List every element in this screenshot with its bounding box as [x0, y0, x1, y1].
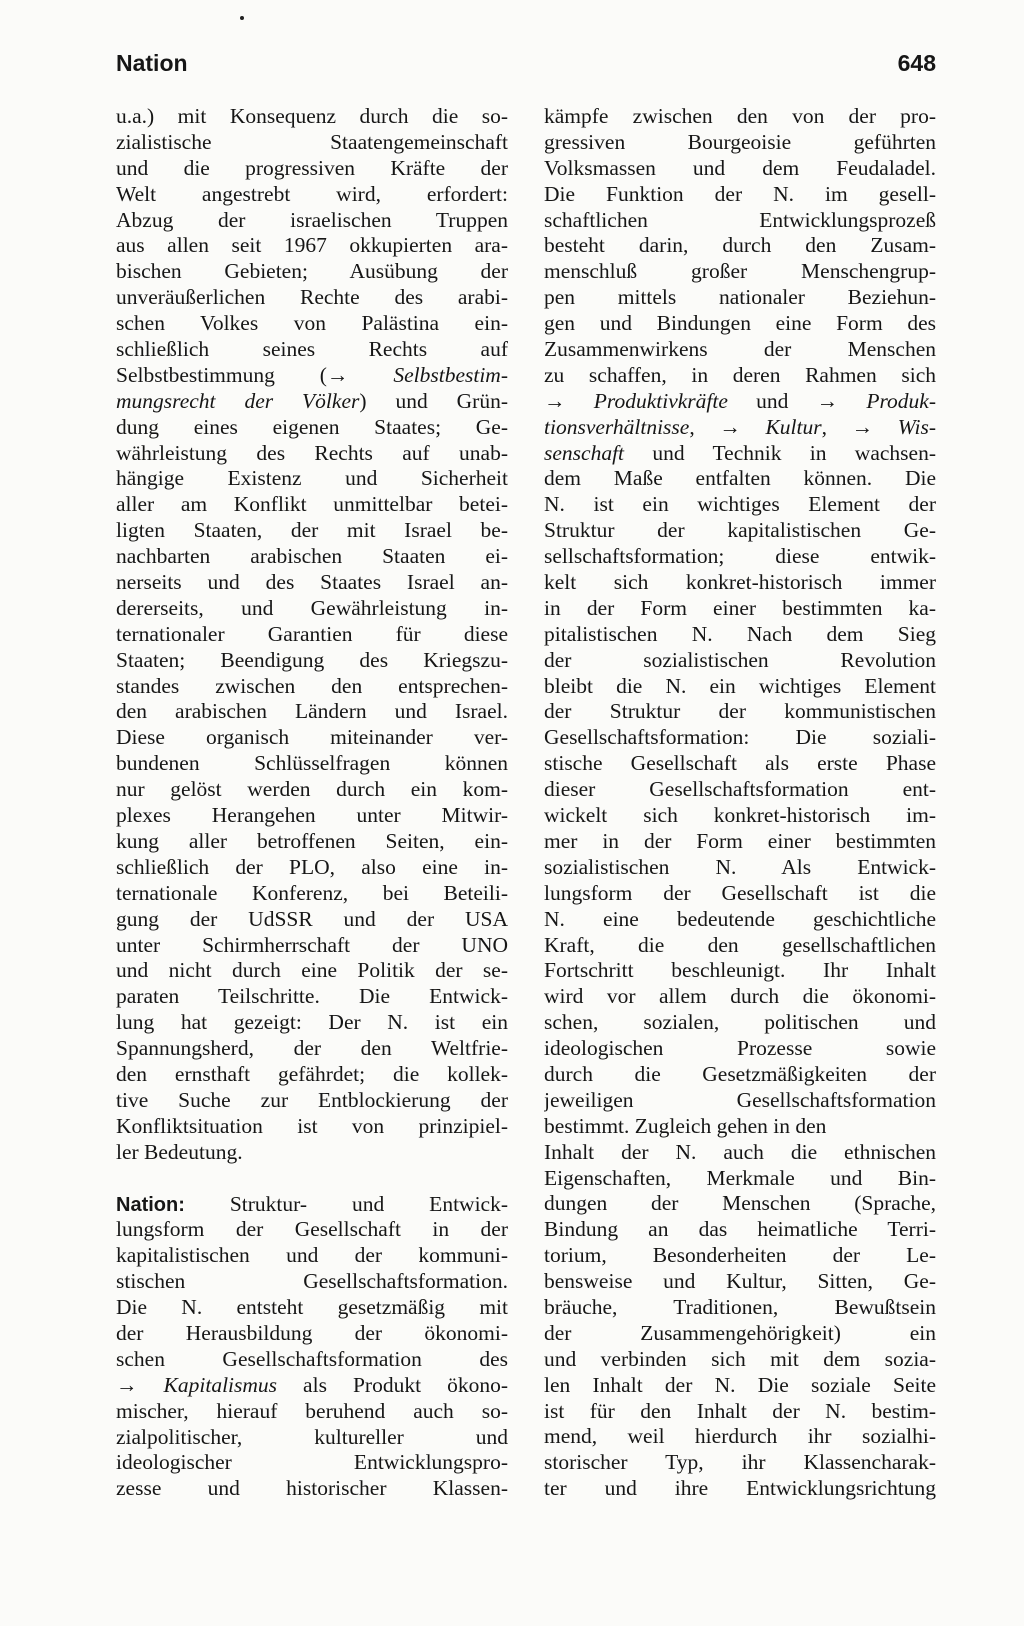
text-line — [116, 1373, 508, 1399]
text-line — [116, 1476, 508, 1502]
text-line — [116, 492, 508, 518]
text-line — [116, 389, 508, 415]
text-segment: besteht darin, durch den Zusam- — [544, 233, 936, 258]
text-line — [544, 1450, 936, 1476]
text-segment: schließlich seines Rechts auf — [116, 337, 508, 362]
text-line — [544, 415, 936, 441]
text-segment: u.a.) mit Konsequenz durch die so- — [116, 104, 508, 128]
text-line — [116, 803, 508, 829]
text-line — [544, 648, 936, 674]
text-line — [544, 156, 936, 182]
text-line — [544, 751, 936, 777]
text-segment: gen und Bindungen eine Form des — [544, 311, 936, 336]
text-line — [116, 1140, 508, 1166]
text-line — [544, 1373, 936, 1399]
text-segment: Struktur- und Entwick- — [184, 1191, 508, 1216]
text-line — [544, 1140, 936, 1166]
text-line — [544, 1321, 936, 1347]
text-line — [544, 1191, 936, 1217]
text-line — [544, 725, 936, 751]
text-line — [544, 285, 936, 311]
text-segment: Diese organisch miteinander ver- — [116, 725, 508, 750]
text-segment: kämpfe zwischen den von der pro- — [544, 104, 936, 128]
text-segment: der Struktur der kommunistischen — [544, 699, 936, 724]
text-segment: mend, weil hierdurch ihr sozialhi- — [544, 1424, 936, 1449]
text-segment: der Herausbildung der ökonomi- — [116, 1320, 508, 1345]
cross-reference-term: tionsverhältnisse — [544, 414, 690, 439]
text-segment: kelt sich konkret-historisch immer — [544, 570, 936, 595]
text-segment: aller am Konflikt unmittelbar beteі- — [116, 492, 508, 517]
text-segment: dieser Gesellschaftsformation ent- — [544, 777, 936, 802]
text-line — [544, 104, 936, 130]
paragraph-gap — [116, 1166, 508, 1192]
text-segment: unter Schirmherrschaft der UNO — [116, 932, 508, 957]
text-line — [116, 674, 508, 700]
text-line — [544, 907, 936, 933]
text-segment: zialistische Staatengemeinschaft — [116, 129, 508, 154]
text-line — [544, 233, 936, 259]
text-segment: schen Volkes von Palästina ein- — [116, 311, 508, 336]
text-segment: Inhalt der N. auch die ethnischen — [544, 1139, 936, 1164]
cross-reference-term: Wis- — [897, 414, 936, 439]
text-segment: schließlich der PLO, also eine in- — [116, 854, 508, 879]
text-segment: schen, sozialen, politischen und — [544, 1010, 936, 1035]
text-segment: und verbinden sich mit dem sozia- — [544, 1346, 936, 1371]
text-segment: N. eine bedeutende geschichtliche — [544, 906, 936, 931]
text-segment: hängige Existenz und Sicherheit — [116, 466, 508, 491]
text-segment: stischen Gesellschaftsformation. — [116, 1269, 508, 1294]
text-line — [544, 699, 936, 725]
text-segment: und die progressiven Kräfte der — [116, 155, 508, 180]
text-line — [544, 544, 936, 570]
text-line — [116, 466, 508, 492]
text-segment: unveräußerlichen Rechte des arabi- — [116, 285, 508, 310]
text-segment: nachbarten arabischen Staaten ei- — [116, 544, 508, 569]
text-line — [544, 1010, 936, 1036]
text-line — [116, 984, 508, 1010]
text-segment: schaftlichen Entwicklungsprozeß — [544, 207, 936, 232]
text-line — [544, 881, 936, 907]
text-segment: zu schaffen, in deren Rahmen sich — [544, 362, 936, 387]
text-segment: kung aller betroffenen Seiten, ein- — [116, 828, 508, 853]
text-segment: Die N. entsteht gesetzmäßig mit — [116, 1295, 508, 1320]
entry-headword: Nation: — [116, 1193, 185, 1216]
text-line — [116, 1217, 508, 1243]
text-segment: den ernsthaft gefährdet; die kollek- — [116, 1061, 508, 1086]
text-line — [544, 622, 936, 648]
text-segment: bleibt die N. ein wichtiges Element — [544, 673, 936, 698]
text-segment: standes zwischen den entsprechen- — [116, 673, 508, 698]
text-line — [116, 1347, 508, 1373]
text-line — [116, 156, 508, 182]
text-line — [544, 1399, 936, 1425]
text-line — [116, 881, 508, 907]
text-segment: Staaten; Beendigung des Kriegszu- — [116, 647, 508, 672]
text-line — [116, 1321, 508, 1347]
text-line — [116, 699, 508, 725]
cross-reference-term: senschaft — [544, 440, 625, 465]
text-segment: lungsform der Gesellschaft ist die — [544, 880, 936, 905]
text-line — [116, 130, 508, 156]
text-line — [116, 1062, 508, 1088]
right-text-column — [544, 104, 936, 1502]
text-segment: → — [544, 388, 594, 413]
text-line — [544, 311, 936, 337]
text-line — [544, 337, 936, 363]
text-segment: nur gelöst werden durch ein kom- — [116, 777, 508, 802]
text-line — [544, 803, 936, 829]
text-segment: Spannungsherd, der den Weltfrie- — [116, 1036, 508, 1061]
text-segment: den arabischen Ländern und Israel. — [116, 699, 508, 724]
text-segment: in der Form einer bestimmten ka- — [544, 595, 936, 620]
text-line — [544, 984, 936, 1010]
text-line — [544, 363, 936, 389]
cross-reference-term: Produktivkräfte — [593, 388, 728, 413]
text-line — [544, 130, 936, 156]
text-line — [116, 1243, 508, 1269]
text-line — [544, 777, 936, 803]
text-line — [116, 1269, 508, 1295]
text-line — [116, 363, 508, 389]
running-header — [116, 50, 936, 84]
text-line — [544, 1088, 936, 1114]
cross-reference-term: Produk- — [866, 388, 936, 413]
text-line — [116, 208, 508, 234]
text-line — [544, 208, 936, 234]
text-segment: plexes Herangehen unter Mitwir- — [116, 803, 508, 828]
text-segment: dungen der Menschen (Sprache, — [544, 1191, 936, 1216]
text-segment: bischen Gebieten; Ausübung der — [116, 259, 508, 284]
text-line — [544, 1424, 936, 1450]
text-segment: bräuche, Traditionen, Bewußtsein — [544, 1294, 936, 1319]
text-segment: lung hat gezeigt: Der N. ist ein — [116, 1010, 508, 1035]
text-line — [116, 1036, 508, 1062]
text-segment: len Inhalt der N. Die soziale Seite — [544, 1372, 936, 1397]
text-line — [116, 751, 508, 777]
text-line — [544, 1166, 936, 1192]
text-line — [116, 259, 508, 285]
text-segment: → — [116, 1372, 164, 1397]
text-segment: durch die Gesetzmäßigkeiten der — [544, 1061, 936, 1086]
text-segment: zesse und historischer Klassen- — [116, 1476, 508, 1501]
text-line — [116, 907, 508, 933]
text-segment: Fortschritt beschleunigt. Ihr Inhalt — [544, 958, 936, 983]
text-line — [116, 1425, 508, 1451]
text-segment: und nicht durch eine Politik der se- — [116, 958, 508, 983]
text-segment: Welt angestrebt wird, erfordert: — [116, 181, 508, 206]
text-line — [116, 104, 508, 130]
text-segment: nerseits und des Staates Israel an- — [116, 570, 508, 595]
page-header-title: Nation — [116, 50, 188, 76]
text-line — [544, 441, 936, 467]
text-line — [544, 259, 936, 285]
text-segment: lungsform der Gesellschaft in der — [116, 1217, 508, 1242]
text-line — [116, 1399, 508, 1425]
text-line — [116, 441, 508, 467]
text-line — [544, 182, 936, 208]
text-segment: sozialistischen N. Als Entwick- — [544, 854, 936, 879]
text-line — [544, 492, 936, 518]
text-segment: gung der UdSSR und der USA — [116, 906, 508, 931]
text-line — [116, 337, 508, 363]
text-segment: ter und ihre Entwicklungsrichtung — [544, 1476, 936, 1501]
text-segment: dung eines eigenen Staates; Ge- — [116, 414, 508, 439]
text-line — [116, 622, 508, 648]
text-segment: schen Gesellschaftsformation des — [116, 1346, 508, 1371]
text-segment: aus allen seit 1967 okkupierten ara- — [116, 233, 508, 258]
text-line — [544, 958, 936, 984]
text-line — [116, 1088, 508, 1114]
text-segment: pen mittels nationaler Beziehun- — [544, 285, 936, 310]
text-segment: wird vor allem durch die ökonomi- — [544, 984, 936, 1009]
text-segment: menschluß großer Menschengrup- — [544, 259, 936, 284]
text-line — [116, 829, 508, 855]
text-segment: sellschaftsformation; diese entwik- — [544, 544, 936, 569]
text-segment: tive Suche zur Entblockierung der — [116, 1087, 508, 1112]
text-segment: währleistung des Rechts auf unab- — [116, 440, 508, 465]
text-segment: gressiven Bourgeoisie geführten — [544, 129, 936, 154]
text-segment: Kraft, die den gesellschaftlichen — [544, 932, 936, 957]
text-line — [116, 570, 508, 596]
text-segment: Abzug der israelischen Truppen — [116, 207, 508, 232]
text-segment: Die Funktion der N. im gesell- — [544, 181, 936, 206]
text-segment: zialpolitischer, kultureller und — [116, 1424, 508, 1449]
text-line — [544, 1347, 936, 1373]
text-line — [116, 415, 508, 441]
text-segment: dererseits, und Gewährleistung in- — [116, 595, 508, 620]
text-line — [116, 518, 508, 544]
text-segment: bensweise und Kultur, Sitten, Ge- — [544, 1269, 936, 1294]
text-segment: ist für den Inhalt der N. bestim- — [544, 1398, 936, 1423]
text-line — [544, 1036, 936, 1062]
cross-reference-term: Kapitalismus — [163, 1372, 278, 1397]
text-line — [544, 1476, 936, 1502]
text-segment: N. ist ein wichtiges Element der — [544, 492, 936, 517]
text-segment: Bindung an das heimatliche Terri- — [544, 1217, 936, 1242]
text-segment: torium, Besonderheiten der Le- — [544, 1243, 936, 1268]
text-line — [544, 1114, 936, 1140]
text-segment: Struktur der kapitalistischen Ge- — [544, 518, 936, 543]
text-line — [116, 544, 508, 570]
text-line — [116, 1295, 508, 1321]
cross-reference-term: mungsrecht der Völker — [116, 388, 360, 413]
text-segment: , → — [821, 414, 898, 439]
text-line — [116, 855, 508, 881]
text-segment: und Technik in wachsen- — [624, 440, 936, 465]
text-segment: bestimmt. Zugleich gehen in den — [544, 1113, 827, 1138]
text-line — [544, 933, 936, 959]
text-segment: ideologischer Entwicklungspro- — [116, 1450, 508, 1475]
text-line — [544, 674, 936, 700]
print-speck — [240, 16, 244, 20]
text-segment: wickelt sich konkret-historisch im- — [544, 803, 936, 828]
text-line — [116, 1114, 508, 1140]
text-segment: kapitalistischen und der kommuni- — [116, 1243, 508, 1268]
text-segment: jeweiligen Gesellschaftsformation — [544, 1087, 936, 1112]
text-segment: ideologischen Prozesse sowie — [544, 1036, 936, 1061]
text-segment: ternationale Konferenz, bei Beteili- — [116, 880, 508, 905]
text-segment: mischer, hierauf beruhend auch so- — [116, 1398, 508, 1423]
text-line — [544, 1295, 936, 1321]
page-number: 648 — [897, 50, 936, 76]
text-segment: als Produkt ökono- — [277, 1372, 508, 1397]
cross-reference-term: Kultur — [765, 414, 822, 439]
text-segment: Selbstbestimmung (→ — [116, 362, 394, 387]
text-line — [116, 596, 508, 622]
text-segment: der Zusammengehörigkeit) ein — [544, 1320, 936, 1345]
text-segment: ligten Staaten, der mit Israel be- — [116, 518, 508, 543]
text-segment: ) und Grün- — [359, 388, 508, 413]
text-segment: und → — [727, 388, 867, 413]
text-line — [544, 1217, 936, 1243]
text-line — [116, 1010, 508, 1036]
text-segment: dem Maße entfalten können. Die — [544, 466, 936, 491]
text-segment: ternationaler Garantien für diese — [116, 621, 508, 646]
text-line — [116, 725, 508, 751]
text-line — [544, 1269, 936, 1295]
text-segment: Gesellschaftsformation: Die soziali- — [544, 725, 936, 750]
text-line — [544, 570, 936, 596]
text-segment: pitalistischen N. Nach dem Sieg — [544, 621, 936, 646]
text-segment: paraten Teilschritte. Die Entwick- — [116, 984, 508, 1009]
text-segment: ler Bedeutung. — [116, 1139, 243, 1164]
text-line — [116, 933, 508, 959]
text-segment: Konfliktsituation ist von prinzipiel- — [116, 1113, 508, 1138]
text-line — [544, 518, 936, 544]
text-segment: stische Gesellschaft als erste Phase — [544, 751, 936, 776]
text-segment: , → — [689, 414, 766, 439]
text-segment: Volksmassen und dem Feudaladel. — [544, 155, 936, 180]
text-line — [544, 855, 936, 881]
text-line — [116, 1450, 508, 1476]
text-line — [544, 1243, 936, 1269]
text-segment: storischer Typ, ihr Klassencharak- — [544, 1450, 936, 1475]
left-text-column — [116, 104, 508, 1502]
text-segment: bundenen Schlüsselfragen können — [116, 751, 508, 776]
text-line — [116, 311, 508, 337]
text-line — [116, 233, 508, 259]
text-line — [544, 466, 936, 492]
text-line — [116, 1192, 508, 1218]
text-line — [116, 285, 508, 311]
text-line — [544, 596, 936, 622]
text-segment: der sozialistischen Revolution — [544, 647, 936, 672]
text-line — [116, 182, 508, 208]
text-segment: Eigenschaften, Merkmale und Bin- — [544, 1165, 936, 1190]
text-line — [544, 1062, 936, 1088]
text-line — [544, 389, 936, 415]
text-line — [116, 777, 508, 803]
text-line — [116, 648, 508, 674]
text-line — [544, 829, 936, 855]
text-segment: mer in der Form einer bestimmten — [544, 828, 936, 853]
text-line — [116, 958, 508, 984]
cross-reference-term: Selbstbestim- — [393, 362, 508, 387]
text-segment: Zusammenwirkens der Menschen — [544, 337, 936, 362]
